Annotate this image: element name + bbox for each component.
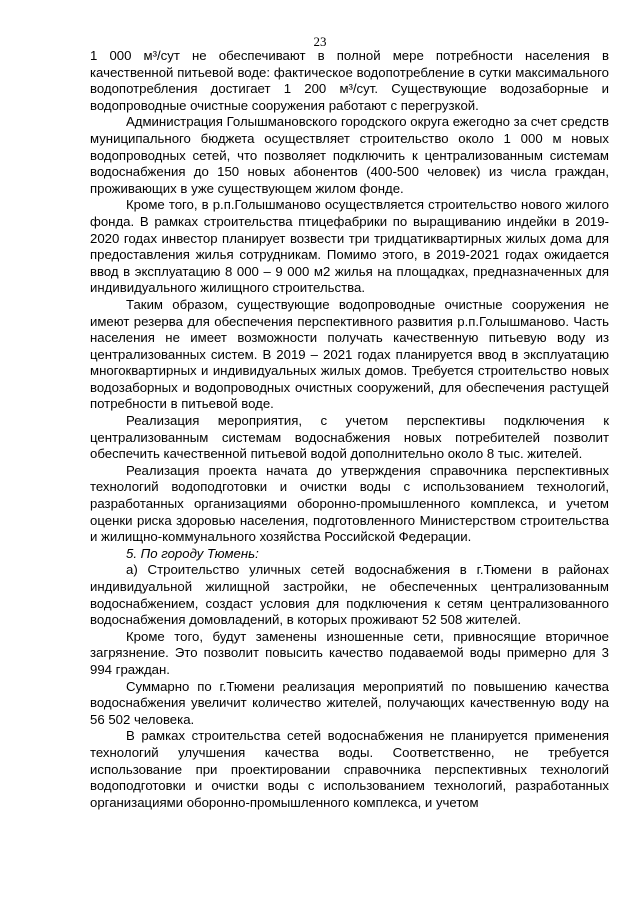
paragraph: а) Строительство уличных сетей водоснабжения в г.Тюмени в районах индивидуальной жилищной застройки, не обеспеченных централизованным водоснабжением, создаст условия для подключения к сетям централизованного водоснабжения домовладений, в которых проживают 52 508 жителей. xyxy=(90,562,609,628)
paragraph: Реализация мероприятия, с учетом перспективы подключения к централизованным системам водоснабжения новых потребителей позволит обеспечить качественной питьевой водой дополнительно около 8 тыс. жителей. xyxy=(90,413,609,462)
paragraph: Таким образом, существующие водопроводные очистные сооружения не имеют резерва для обеспечения перспективного развития р.п.Голышманово. Часть населения не имеет возможности получать качественную питьевую воду из централизованных систем. В 2019 – 2021 годах планируется ввод в эксплуатацию многоквартирных и индивидуальных жилых домов. Требуется строительство новых водозаборных и водопроводных очистных сооружений, для обеспечения растущей потребности в питьевой воде. xyxy=(90,296,609,412)
page-number: 23 xyxy=(313,34,327,49)
paragraph: Кроме того, будут заменены изношенные сети, привносящие вторичное загрязнение. Это позволит повысить качество подаваемой воды примерно для 3 994 граждан. xyxy=(90,628,609,677)
paragraph: Кроме того, в р.п.Голышманово осуществляется строительство нового жилого фонда. В рамках строительства птицефабрики по выращиванию индейки в 2019-2020 годах инвестор планирует возвести три тридцатиквартирных жилых дома для предоставления жилья сотрудникам. Помимо этого, в 2019-2021 годах ожидается ввод в эксплуатацию 8 000 – 9 000 м2 жилья на площадках, предназначенных для индивидуального жилищного строительства. xyxy=(90,197,609,296)
paragraph: 1 000 м³/сут не обеспечивают в полной мере потребности населения в качественной питьевой воде: фактическое водопотребление в сутки максимального водопотребления достигает 1 200 м³/сут. Существующие водозаборные и водопроводные очистные сооружения работают с перегрузкой. xyxy=(90,48,609,113)
section-heading: 5. По городу Тюмень: xyxy=(126,545,259,561)
paragraph: Суммарно по г.Тюмени реализация мероприятий по повышению качества водоснабжения увеличит количество жителей, получающих качественную воду на 56 502 человека. xyxy=(90,678,609,727)
document-body xyxy=(90,48,609,811)
paragraph: Реализация проекта начата до утверждения справочника перспективных технологий водоподготовки и очистки воды с использованием технологий, разработанных организациями оборонно-промышленного комплекса, и учетом оценки риска здоровью населения, подготовленного Министерством строительства и жилищно-коммунального хозяйства Российской Федерации. xyxy=(90,462,609,545)
paragraph: Администрация Голышмановского городского округа ежегодно за счет средств муниципального бюджета осуществляет строительство около 1 000 м новых водопроводных сетей, что позволяет подключить к централизованным системам водоснабжения до 150 новых абонентов (400-500 человек) из числа граждан, проживающих в уже существующем жилом фонде. xyxy=(90,114,609,196)
paragraph: В рамках строительства сетей водоснабжения не планируется применения технологий улучшения качества воды. Соответственно, не требуется использование при проектировании справочника перспективных технологий водоподготовки и очистки воды с использованием технологий, разработанных организациями оборонно-промышленного комплекса, и учетом xyxy=(90,728,609,810)
